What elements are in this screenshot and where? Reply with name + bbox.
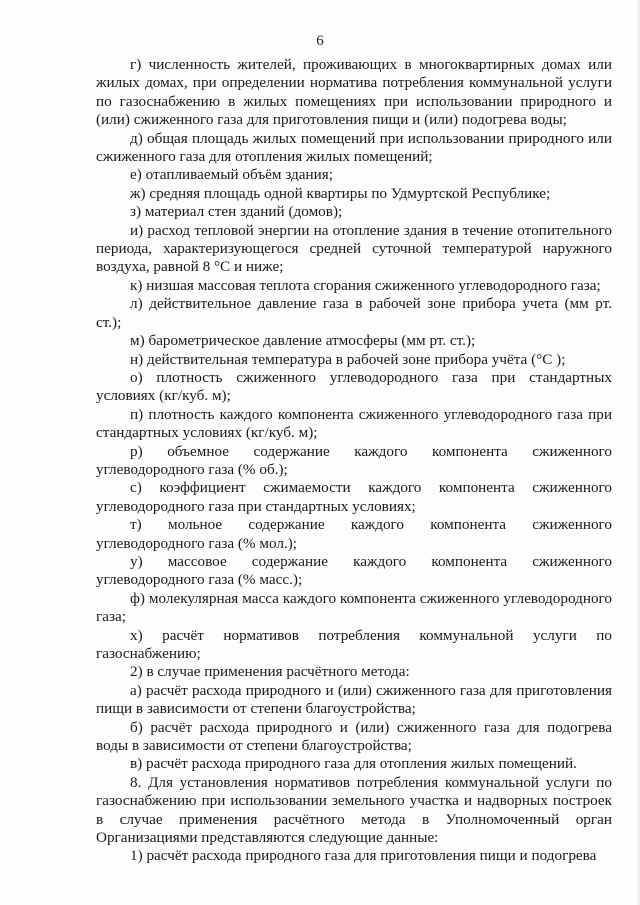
item-zh: ж) средняя площадь одной квартиры по Удмуртской Республике; bbox=[130, 184, 551, 202]
item-s: с) коэффициент сжимаемости каждого компонента сжиженного углеводородного газа при стандартных условиях; bbox=[96, 479, 612, 515]
item-p: п) плотность каждого компонента сжиженного углеводородного газа при стандартных условиях (кг/куб. м); bbox=[96, 405, 612, 442]
item-n: н) действительная температура в рабочей зоне прибора учёта (°С ); bbox=[130, 350, 566, 368]
item-m: м) барометрическое давление атмосферы (мм рт. ст.); bbox=[130, 332, 476, 350]
item-kh: х) расчёт нормативов потребления коммунальной услуги по газоснабжению; bbox=[96, 626, 612, 662]
item-g: г) численность жителей, проживающих в многоквартирных домах или жилых домах, при определении норматива потребления коммунальной услуги по газоснабжению в жилых помещениях при использовании природного и (или) сжиженного газа для приготовления пищи и (или) подогрева воды; bbox=[96, 56, 612, 129]
item-2v: в) расчёт расхода природного газа для отопления жилых помещений. bbox=[130, 755, 577, 773]
item-o: о) плотность сжиженного углеводородного газа при стандартных условиях (кг/куб. м); bbox=[96, 368, 612, 405]
item-l: л) действительное давление газа в рабочей зоне прибора учета (мм рт. ст.); bbox=[96, 295, 612, 331]
item-2a: а) расчёт расхода природного и (или) сжиженного газа для приготовления пищи в зависимости от степени благоустройства; bbox=[96, 681, 612, 718]
item-k: к) низшая массовая теплота сгорания сжиженного углеводородного газа; bbox=[130, 276, 601, 294]
item-e: е) отапливаемый объём здания; bbox=[130, 166, 333, 184]
item-t: т) мольное содержание каждого компонента сжиженного углеводородного газа (% мол.); bbox=[96, 516, 612, 552]
scan-edge bbox=[636, 0, 640, 905]
item-r: р) объемное содержание каждого компонента сжиженного углеводородного газа (% об.); bbox=[96, 442, 612, 478]
document-body bbox=[96, 56, 612, 866]
item-d: д) общая площадь жилых помещений при использовании природного или сжиженного газа для отопления жилых помещений; bbox=[96, 129, 612, 166]
item-f: ф) молекулярная масса каждого компонента сжиженного углеводородного газа; bbox=[96, 589, 612, 626]
item-2: 2) в случае применения расчётного метода: bbox=[130, 663, 410, 681]
item-2b: б) расчёт расхода природного и (или) сжиженного газа для подогрева воды в зависимости от степени благоустройства; bbox=[96, 718, 612, 755]
section-8: 8. Для установления нормативов потребления коммунальной услуги по газоснабжению при использовании земельного участка и надворных построек в случае применения расчётного метода в Уполномоченный орган Организациями представляются следующие данные: bbox=[96, 773, 612, 847]
item-u: у) массовое содержание каждого компонента сжиженного углеводородного газа (% масс.); bbox=[96, 552, 612, 589]
page-number: 6 bbox=[316, 33, 324, 49]
item-i: и) расход тепловой энергии на отопление здания в течение отопительного периода, характеризующегося средней суточной температурой наружного воздуха, равной 8 °С и ниже; bbox=[96, 221, 612, 276]
item-8-1: 1) расчёт расхода природного газа для приготовления пищи и подогрева bbox=[130, 847, 597, 865]
item-z: з) материал стен зданий (домов); bbox=[130, 203, 343, 221]
